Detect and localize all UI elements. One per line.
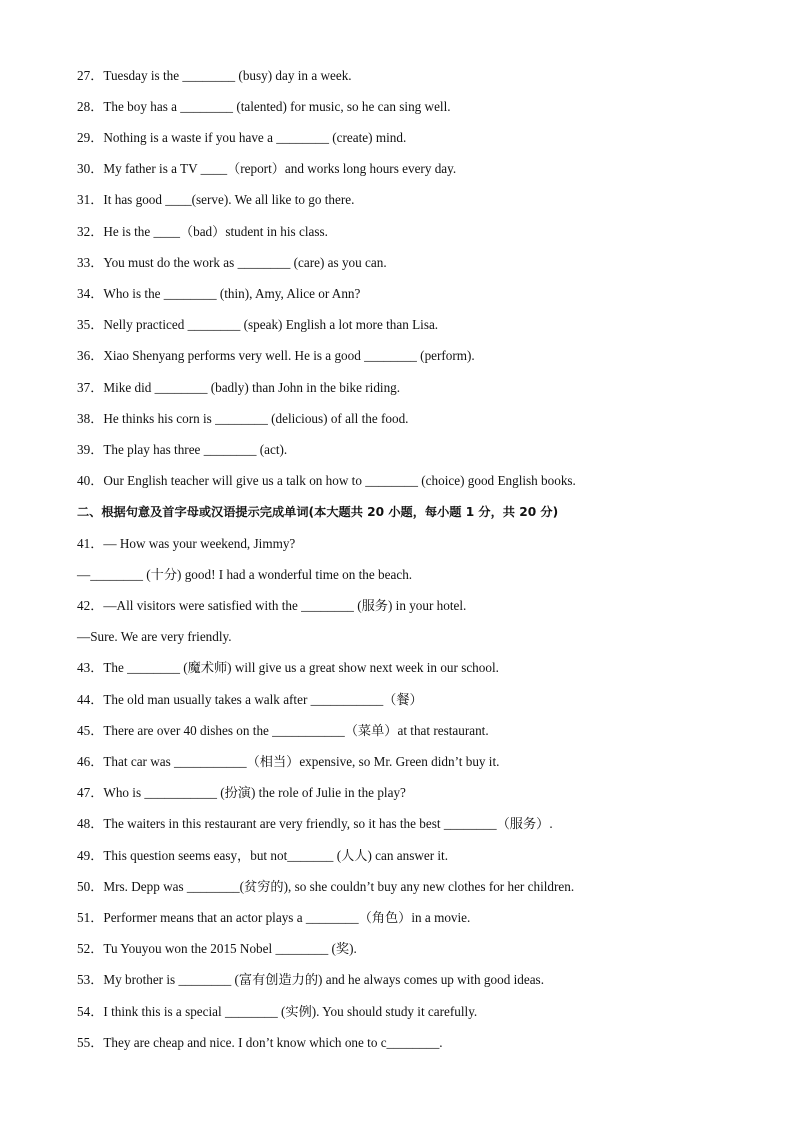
question-38: 38．He thinks his corn is ________ (delicious) of all the food. — [77, 411, 409, 426]
question-33: 33．You must do the work as ________ (care) as you can. — [77, 255, 387, 270]
question-28: 28．The boy has a ________ (talented) for music, so he can sing well. — [77, 99, 451, 114]
question-52: 52．Tu Youyou won the 2015 Nobel ________ (奖). — [77, 941, 357, 956]
question-37: 37．Mike did ________ (badly) than John in the bike riding. — [77, 380, 401, 395]
question-36: 36．Xiao Shenyang performs very well. He is a good ________ (perform). — [77, 348, 475, 363]
question-51: 51．Performer means that an actor plays a ________（角色）in a movie. — [77, 910, 471, 925]
question-29: 29．Nothing is a waste if you have a ________ (create) mind. — [77, 130, 407, 145]
question-41-reply: —________ (十分) good! I had a wonderful time on the beach. — [77, 567, 413, 582]
question-42-reply: —Sure. We are very friendly. — [77, 629, 232, 644]
question-32: 32．He is the ____（bad）student in his class. — [77, 224, 328, 239]
question-41: 41．— How was your weekend, Jimmy? — [77, 536, 296, 551]
question-34: 34．Who is the ________ (thin), Amy, Alice or Ann? — [77, 286, 361, 301]
question-27: 27．Tuesday is the ________ (busy) day in a week. — [77, 68, 352, 83]
question-45: 45．There are over 40 dishes on the ___________（菜单）at that restaurant. — [77, 723, 489, 738]
question-40: 40．Our English teacher will give us a talk on how to ________ (choice) good English books. — [77, 473, 576, 488]
question-49: 49．This question seems easy，but not_______ (人人) can answer it. — [77, 848, 449, 863]
question-55: 55．They are cheap and nice. I don’t know which one to c________. — [77, 1035, 443, 1050]
question-47: 47．Who is ___________ (扮演) the role of Julie in the play? — [77, 785, 406, 800]
question-42: 42．—All visitors were satisfied with the ________ (服务) in your hotel. — [77, 598, 467, 613]
question-43: 43．The ________ (魔术师) will give us a great show next week in our school. — [77, 660, 499, 675]
question-44: 44．The old man usually takes a walk after ___________（餐） — [77, 692, 423, 707]
section-heading: 二、根据句意及首字母或汉语提示完成单词(本大题共 20 小题，每小题 1 分，共 20 分) — [77, 505, 559, 519]
question-48: 48．The waiters in this restaurant are very friendly, so it has the best ________（服务）. — [77, 816, 553, 831]
question-39: 39．The play has three ________ (act). — [77, 442, 288, 457]
question-31: 31．It has good ____(serve). We all like to go there. — [77, 192, 355, 207]
question-53: 53．My brother is ________ (富有创造力的) and he always comes up with good ideas. — [77, 972, 544, 987]
question-54: 54．I think this is a special ________ (实例). You should study it carefully. — [77, 1004, 478, 1019]
question-30: 30．My father is a TV ____（report）and works long hours every day. — [77, 161, 457, 176]
question-50: 50．Mrs. Depp was ________(贫穷的), so she couldn’t buy any new clothes for her children. — [77, 879, 575, 894]
question-46: 46．That car was ___________（相当）expensive, so Mr. Green didn’t buy it. — [77, 754, 500, 769]
question-35: 35．Nelly practiced ________ (speak) English a lot more than Lisa. — [77, 317, 439, 332]
